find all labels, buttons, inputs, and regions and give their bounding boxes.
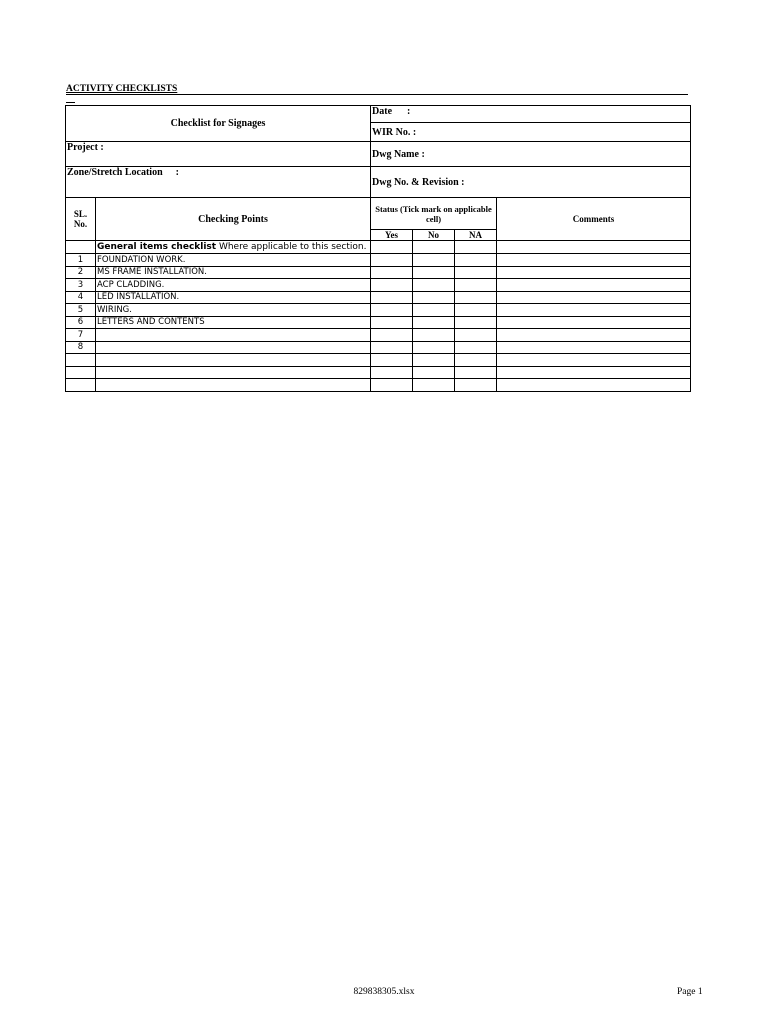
checklist-item-row <box>66 254 691 267</box>
checklist-item-row <box>66 266 691 279</box>
item-no-cell[interactable] <box>413 304 455 317</box>
item-no-cell[interactable] <box>413 354 455 367</box>
item-comments-cell[interactable] <box>497 254 691 267</box>
item-na-cell[interactable] <box>455 354 497 367</box>
project-field[interactable] <box>66 142 371 167</box>
general-items-cell <box>96 241 371 254</box>
item-comments-cell[interactable] <box>497 266 691 279</box>
item-yes-cell[interactable] <box>371 291 413 304</box>
header-row-date <box>66 106 691 123</box>
item-sl-no: 3 <box>66 279 96 292</box>
checklist-item-row <box>66 291 691 304</box>
item-comments-cell[interactable] <box>497 329 691 342</box>
item-checking-point <box>96 366 371 379</box>
item-comments-cell[interactable] <box>497 341 691 354</box>
general-items-row <box>66 241 691 254</box>
item-no-cell[interactable] <box>413 366 455 379</box>
title-underline-mark <box>66 102 75 103</box>
item-comments-cell[interactable] <box>497 279 691 292</box>
comments-header <box>497 198 691 241</box>
checklist-item-row <box>66 341 691 354</box>
item-yes-cell[interactable] <box>371 379 413 392</box>
item-na-cell[interactable] <box>455 291 497 304</box>
item-no-cell[interactable] <box>413 266 455 279</box>
general-items-note: Where applicable to this section. <box>216 242 367 252</box>
item-comments-cell[interactable] <box>497 366 691 379</box>
comments-header-text: Comments <box>572 214 615 224</box>
document-title-text: ACTIVITY CHECKLISTS <box>66 84 178 94</box>
zone-label: Zone/Stretch Location <box>67 167 163 178</box>
zone-field[interactable] <box>66 167 371 198</box>
dwg-name-field[interactable] <box>371 142 691 167</box>
item-no-cell[interactable] <box>413 254 455 267</box>
dwg-no-field[interactable] <box>371 167 691 198</box>
yes-header-text: Yes <box>385 230 399 240</box>
item-no-cell[interactable] <box>413 316 455 329</box>
item-checking-point <box>96 379 371 392</box>
item-na-cell[interactable] <box>455 341 497 354</box>
item-comments-cell[interactable] <box>497 354 691 367</box>
document-title <box>66 85 688 95</box>
checklist-name-cell <box>66 106 371 142</box>
item-sl-no <box>66 354 96 367</box>
sl-no-header <box>66 198 96 241</box>
status-header-text: Status (Tick mark on applicable cell) <box>375 203 492 224</box>
item-sl-no: 4 <box>66 291 96 304</box>
item-na-cell[interactable] <box>455 316 497 329</box>
item-checking-point: ACP CLADDING. <box>96 279 371 292</box>
footer-page-number: Page 1 <box>677 987 703 997</box>
no-header <box>413 230 455 241</box>
date-label: Date <box>372 106 393 117</box>
status-header <box>371 198 497 230</box>
general-yes-cell[interactable] <box>371 241 413 254</box>
header-row-zone <box>66 167 691 198</box>
item-sl-no <box>66 366 96 379</box>
item-no-cell[interactable] <box>413 341 455 354</box>
item-comments-cell[interactable] <box>497 379 691 392</box>
general-items-sl-cell <box>66 241 96 254</box>
item-no-cell[interactable] <box>413 291 455 304</box>
item-na-cell[interactable] <box>455 379 497 392</box>
footer-filename: 829838305.xlsx <box>353 987 415 997</box>
item-no-cell[interactable] <box>413 329 455 342</box>
checking-points-header <box>96 198 371 241</box>
item-yes-cell[interactable] <box>371 329 413 342</box>
item-no-cell[interactable] <box>413 279 455 292</box>
item-sl-no: 2 <box>66 266 96 279</box>
item-sl-no: 7 <box>66 329 96 342</box>
item-sl-no: 8 <box>66 341 96 354</box>
item-sl-no: 5 <box>66 304 96 317</box>
no-header-text: No <box>428 230 440 240</box>
item-na-cell[interactable] <box>455 279 497 292</box>
checklist-item-row <box>66 279 691 292</box>
item-checking-point: FOUNDATION WORK. <box>96 254 371 267</box>
column-header-row <box>66 198 691 230</box>
na-header-text: NA <box>469 230 483 240</box>
dwg-name-label: Dwg Name : <box>372 148 425 160</box>
checklist-item-row <box>66 329 691 342</box>
wir-label: WIR No. : <box>372 126 417 138</box>
item-yes-cell[interactable] <box>371 279 413 292</box>
item-na-cell[interactable] <box>455 266 497 279</box>
general-no-cell[interactable] <box>413 241 455 254</box>
item-checking-point <box>96 329 371 342</box>
item-no-cell[interactable] <box>413 379 455 392</box>
item-yes-cell[interactable] <box>371 341 413 354</box>
item-yes-cell[interactable] <box>371 316 413 329</box>
item-sl-no: 6 <box>66 316 96 329</box>
na-header <box>455 230 497 241</box>
project-label: Project : <box>67 142 104 153</box>
general-comments-cell[interactable] <box>497 241 691 254</box>
item-na-cell[interactable] <box>455 366 497 379</box>
checklist-item-row <box>66 354 691 367</box>
checklist-item-row <box>66 316 691 329</box>
item-yes-cell[interactable] <box>371 304 413 317</box>
yes-header <box>371 230 413 241</box>
checking-points-header-text: Checking Points <box>198 213 268 225</box>
checklist-name: Checklist for Signages <box>170 118 266 129</box>
date-field[interactable] <box>371 106 691 123</box>
item-yes-cell[interactable] <box>371 254 413 267</box>
item-na-cell[interactable] <box>455 329 497 342</box>
item-comments-cell[interactable] <box>497 304 691 317</box>
item-checking-point: LETTERS AND CONTENTS <box>96 316 371 329</box>
item-sl-no <box>66 379 96 392</box>
wir-field[interactable] <box>371 123 691 142</box>
item-yes-cell[interactable] <box>371 354 413 367</box>
item-checking-point: LED INSTALLATION. <box>96 291 371 304</box>
checklist-table <box>65 105 691 392</box>
item-checking-point: WIRING. <box>96 304 371 317</box>
item-checking-point <box>96 341 371 354</box>
checklist-item-row <box>66 366 691 379</box>
general-na-cell[interactable] <box>455 241 497 254</box>
item-yes-cell[interactable] <box>371 266 413 279</box>
sl-no-header-text: SL. No. <box>73 209 88 229</box>
checklist-items <box>66 254 691 392</box>
item-yes-cell[interactable] <box>371 366 413 379</box>
item-checking-point: MS FRAME INSTALLATION. <box>96 266 371 279</box>
item-comments-cell[interactable] <box>497 291 691 304</box>
header-row-project <box>66 142 691 167</box>
item-sl-no: 1 <box>66 254 96 267</box>
date-colon: : <box>407 106 411 117</box>
general-items-bold: General items checklist <box>97 242 217 252</box>
item-comments-cell[interactable] <box>497 316 691 329</box>
dwg-no-label: Dwg No. & Revision : <box>372 176 465 188</box>
item-checking-point <box>96 354 371 367</box>
zone-colon: : <box>175 167 179 178</box>
checklist-item-row <box>66 379 691 392</box>
checklist-item-row <box>66 304 691 317</box>
item-na-cell[interactable] <box>455 254 497 267</box>
item-na-cell[interactable] <box>455 304 497 317</box>
